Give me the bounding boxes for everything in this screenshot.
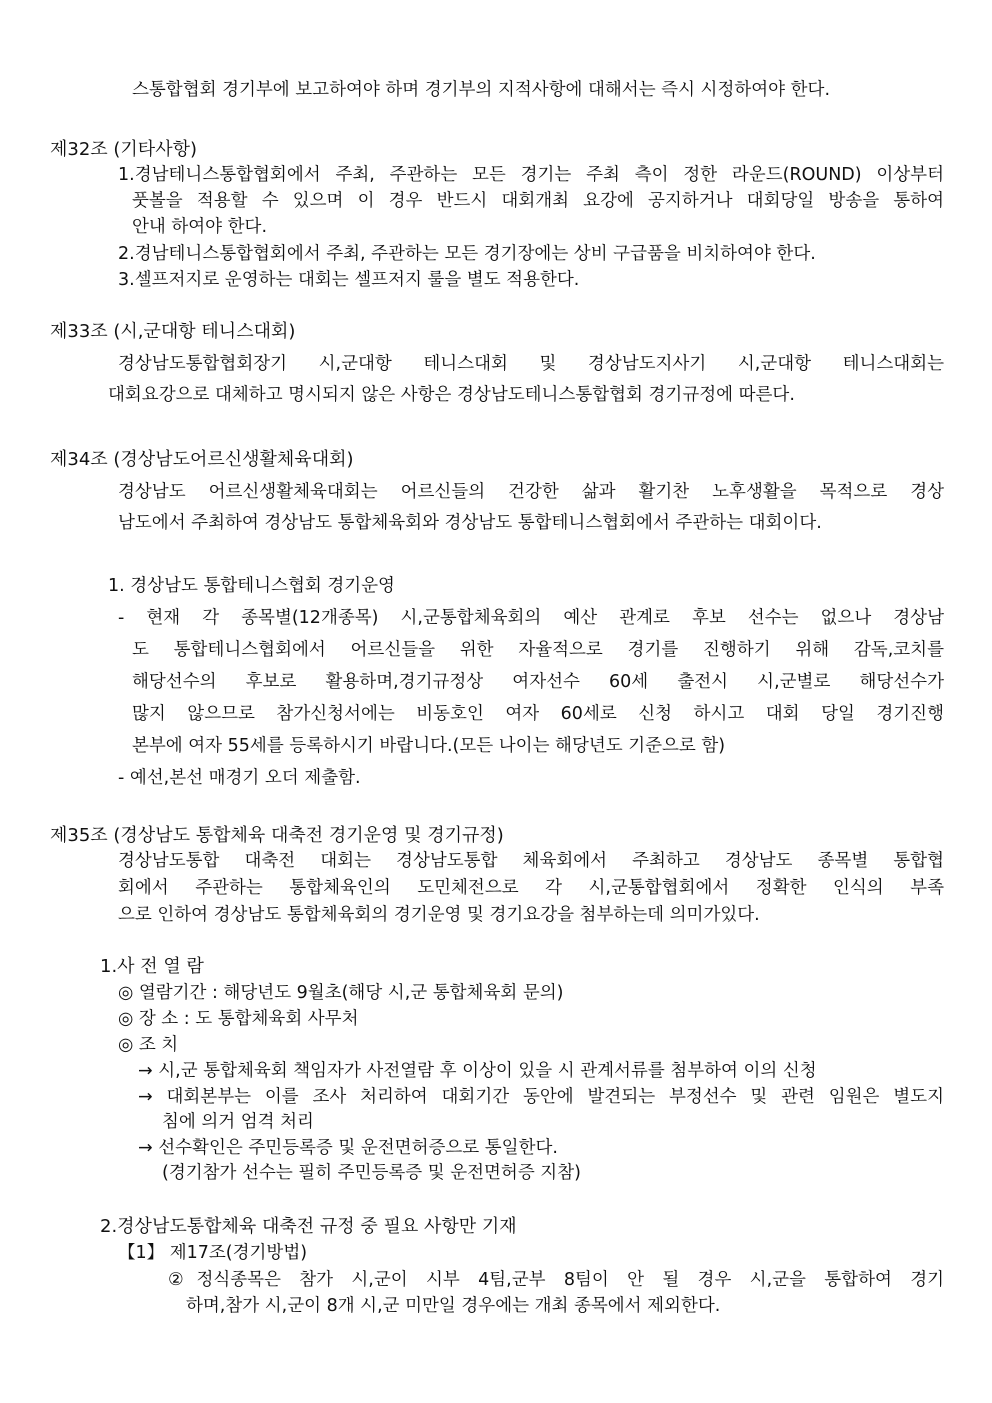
article-34-body-cont: 남도에서 주최하여 경상남도 통합체육회와 경상남도 통합테니스협회에서 주관하는 대회이다. bbox=[118, 513, 822, 533]
review-period: ◎ 열람기간 : 해당년도 9월초(해당 시,군 통합체육회 문의) bbox=[118, 983, 564, 1003]
measure-item-2: → 대회본부는 이를 조사 처리하여 대회기간 동안에 발견되는 부정선수 및 관련 임원은 별도지 bbox=[138, 1087, 944, 1107]
article-35-body-cont: 회에서 주관하는 통합체육인의 도민체전으로 각 시,군통합협회에서 정확한 인식의 부족 bbox=[118, 878, 944, 898]
article-17-clause-2: ②정식종목은 참가 시,군이 시부 4팀,군부 8팀이 안 될 경우 시,군을 통합하여 경기 bbox=[168, 1270, 944, 1290]
article-35-heading: 제35조 (경상남도 통합체육 대축전 경기운영 및 경기규정) bbox=[50, 825, 504, 846]
article-34-heading: 제34조 (경상남도어르신생활체육대회) bbox=[50, 449, 354, 470]
article-33-body-cont: 대회요강으로 대체하고 명시되지 않은 사항은 경상남도테니스통합협회 경기규정에 따른다. bbox=[108, 385, 795, 405]
review-measures: ◎ 조 치 bbox=[118, 1035, 179, 1055]
article-17-ref: 【1】 제17조(경기방법) bbox=[118, 1243, 308, 1263]
article-34-sub-item-cont: 해당선수의 후보로 활용하며,경기규정상 여자선수 60세 출전시 시,군별로 해당선수가 bbox=[132, 672, 944, 692]
measure-item-3-note: (경기참가 선수는 필히 주민등록증 및 운전면허증 지참) bbox=[162, 1163, 581, 1183]
article-32-heading: 제32조 (기타사항) bbox=[50, 139, 197, 160]
measure-item-2-cont: 침에 의거 엄격 처리 bbox=[162, 1112, 314, 1132]
article-34-sub-item-cont: 많지 않으므로 참가신청서에는 비동호인 여자 60세로 신청 하시고 대회 당일 경기진행 bbox=[132, 704, 944, 724]
section-2-heading: 2.경상남도통합체육 대축전 규정 중 필요 사항만 기재 bbox=[100, 1216, 517, 1237]
article-32-item-3: 3.셀프저지로 운영하는 대회는 셀프저지 룰을 별도 적용한다. bbox=[118, 270, 580, 290]
article-33-body: 경상남도통합협회장기 시,군대항 테니스대회 및 경상남도지사기 시,군대항 테니스대회는 bbox=[118, 354, 944, 374]
section-1-heading: 1.사 전 열 람 bbox=[100, 956, 204, 977]
article-34-sub-item-2: - 예선,본선 매경기 오더 제출함. bbox=[118, 768, 361, 788]
article-34-sub-item: - 현재 각 종목별(12개종목) 시,군통합체육회의 예산 관계로 후보 선수는 없으나 경상남 bbox=[118, 608, 944, 628]
continued-line: 스통합협회 경기부에 보고하여야 하며 경기부의 지적사항에 대해서는 즉시 시정하여야 한다. bbox=[132, 80, 831, 100]
article-32-item-1-cont: 안내 하여야 한다. bbox=[132, 217, 268, 237]
article-35-body: 경상남도통합 대축전 대회는 경상남도통합 체육회에서 주최하고 경상남도 종목별 통합협 bbox=[118, 851, 944, 871]
article-35-body-cont: 으로 인하여 경상남도 통합체육회의 경기운영 및 경기요강을 첨부하는데 의미가있다. bbox=[118, 905, 760, 925]
article-32-item-2: 2.경남테니스통합협회에서 주최, 주관하는 모든 경기장에는 상비 구급품을 비치하여야 한다. bbox=[118, 244, 816, 264]
article-33-heading: 제33조 (시,군대항 테니스대회) bbox=[50, 321, 296, 342]
article-34-body: 경상남도 어르신생활체육대회는 어르신들의 건강한 삶과 활기찬 노후생활을 목적으로 경상 bbox=[118, 482, 944, 502]
article-34-sub-item-cont: 도 통합테니스협회에서 어르신들을 위한 자율적으로 경기를 진행하기 위해 감독,코치를 bbox=[132, 640, 944, 660]
measure-item-1: → 시,군 통합체육회 책임자가 사전열람 후 이상이 있을 시 관계서류를 첨부하여 이의 신청 bbox=[138, 1061, 817, 1081]
article-32-item-1-cont: 풋볼을 적용할 수 있으며 이 경우 반드시 대회개최 요강에 공지하거나 대회당일 방송을 통하여 bbox=[132, 191, 944, 211]
review-location: ◎ 장 소 : 도 통합체육회 사무처 bbox=[118, 1009, 359, 1029]
article-17-clause-2-cont: 하며,참가 시,군이 8개 시,군 미만일 경우에는 개최 종목에서 제외한다. bbox=[186, 1296, 721, 1316]
article-34-sub-heading: 1. 경상남도 통합테니스협회 경기운영 bbox=[108, 576, 395, 596]
article-32-item-1: 1.경남테니스통합협회에서 주최, 주관하는 모든 경기는 주최 측이 정한 라운드(ROUND) 이상부터 bbox=[118, 165, 944, 185]
measure-item-3: → 선수확인은 주민등록증 및 운전면허증으로 통일한다. bbox=[138, 1138, 558, 1158]
article-34-sub-item-cont: 본부에 여자 55세를 등록하시기 바랍니다.(모든 나이는 해당년도 기준으로 함) bbox=[132, 736, 726, 756]
